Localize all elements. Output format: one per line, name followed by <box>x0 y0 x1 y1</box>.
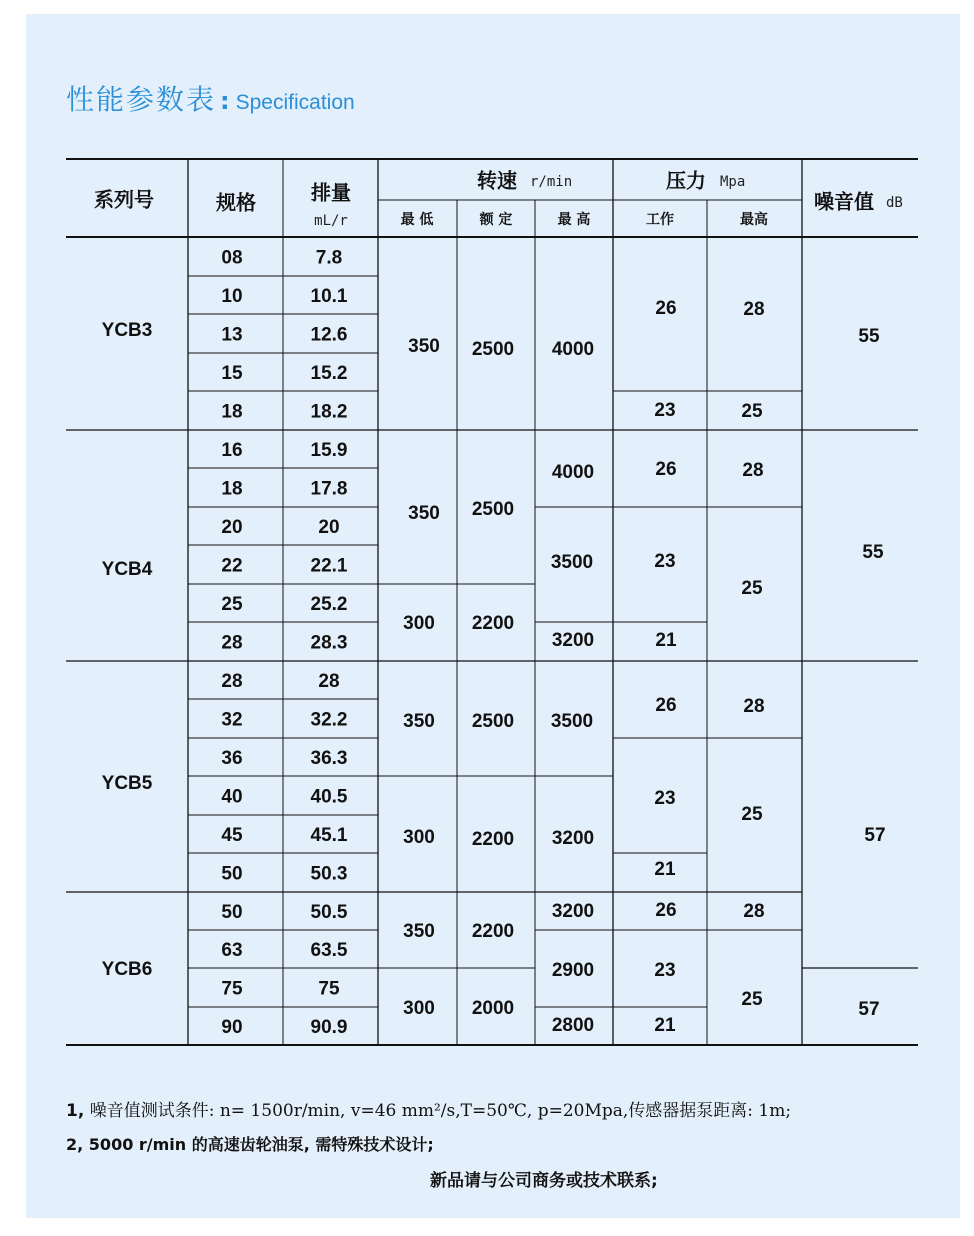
spec-cell: 63 <box>221 940 243 962</box>
ycb3-pressure-max-b: 25 <box>741 401 763 423</box>
spec-cell: 75 <box>221 978 243 1000</box>
note-2-text: 5000 r/min 的高速齿轮油泵, 需特殊技术设计; <box>88 1135 434 1154</box>
spec-cell: 25 <box>221 594 243 616</box>
spec-cell: 50 <box>221 863 243 885</box>
spec-cell: 22 <box>221 555 243 577</box>
series-ycb4: YCB4 <box>101 559 153 581</box>
ycb4-pressure-work-a: 26 <box>655 459 677 481</box>
displacement-cell: 10.1 <box>310 286 348 308</box>
displacement-cell: 15.9 <box>310 440 348 462</box>
ycb6-noise: 57 <box>858 999 880 1021</box>
ycb3-pressure-max-a: 28 <box>743 299 765 321</box>
series-ycb3: YCB3 <box>101 320 153 342</box>
note-2-num: 2, <box>66 1135 84 1154</box>
ycb5-speed-rated-a: 2500 <box>471 711 515 733</box>
ycb4-pressure-work-b: 23 <box>654 551 676 573</box>
hdr-speed-rated: 额 定 <box>479 212 513 228</box>
ycb6-pressure-max-a: 28 <box>743 901 765 923</box>
hdr-pressure-unit: Mpa <box>720 174 746 190</box>
hdr-displacement-unit: mL/r <box>314 213 348 229</box>
ycb3-noise: 55 <box>858 326 880 348</box>
spec-cell: 28 <box>221 632 243 654</box>
displacement-cell: 25.2 <box>310 594 348 616</box>
hdr-pressure: 压力 <box>666 168 706 193</box>
ycb5-speed-rated-b: 2200 <box>471 829 515 851</box>
ycb6-speed-max-a: 3200 <box>551 901 595 923</box>
note-1-text: 噪音值测试条件: n= 1500r/min, v=46 mm²/s,T=50℃, p=20Mpa,传感器据泵距离: 1m; <box>89 1101 792 1121</box>
ycb5-speed-max-a: 3500 <box>550 711 594 733</box>
title-cn: 性能参数表 <box>66 83 217 116</box>
ycb4-noise: 55 <box>862 542 884 564</box>
ycb5-speed-min-b: 300 <box>403 827 435 849</box>
ycb5-pressure-max-a: 28 <box>743 696 765 718</box>
spec-cell: 10 <box>221 286 243 308</box>
displacement-cell: 18.2 <box>310 401 348 423</box>
displacement-cell: 45.1 <box>310 825 348 847</box>
ycb4-pressure-max-b: 25 <box>741 578 763 600</box>
ycb5-speed-max-b: 3200 <box>551 828 595 850</box>
spec-cell: 18 <box>221 478 243 500</box>
spec-cell: 32 <box>221 709 243 731</box>
displacement-cell: 63.5 <box>310 940 348 962</box>
displacement-cell: 50.5 <box>310 902 348 924</box>
displacement-cell: 90.9 <box>310 1017 348 1039</box>
hdr-speed: 转速 <box>477 168 517 193</box>
spec-cell: 28 <box>221 671 243 693</box>
table-grid <box>66 159 918 1045</box>
ycb4-speed-min-b: 300 <box>403 613 435 635</box>
spec-cell: 18 <box>221 401 243 423</box>
hdr-pressure-work: 工作 <box>646 212 674 228</box>
ycb5-speed-min-a: 350 <box>403 711 435 733</box>
ycb4-speed-rated-a: 2500 <box>471 499 515 521</box>
ycb6-speed-max-b: 2900 <box>551 960 595 982</box>
note-1-num: 1, <box>66 1101 85 1121</box>
displacement-cell: 50.3 <box>310 863 348 885</box>
ycb4-speed-max-a: 4000 <box>551 462 595 484</box>
note-1 <box>66 1094 946 1128</box>
displacement-cell: 7.8 <box>315 247 343 269</box>
contact-note: 新品请与公司商务或技术联系; <box>430 1171 658 1191</box>
spec-cell: 13 <box>221 324 243 346</box>
spec-cell: 15 <box>221 363 243 385</box>
ycb3-pressure-work-a: 26 <box>655 298 677 320</box>
displacement-cell: 28.3 <box>310 632 348 654</box>
ycb3-speed-min: 350 <box>408 336 440 358</box>
ycb5-pressure-work-a: 26 <box>655 695 677 717</box>
ycb5-noise: 57 <box>864 825 886 847</box>
ycb6-speed-max-c: 2800 <box>551 1015 595 1037</box>
displacement-cell: 32.2 <box>310 709 348 731</box>
hdr-series: 系列号 <box>94 187 154 212</box>
ycb6-speed-min-b: 300 <box>403 998 435 1020</box>
ycb3-pressure-work-b: 23 <box>654 400 676 422</box>
spec-rows <box>221 248 347 1039</box>
hdr-speed-max: 最 高 <box>557 212 591 228</box>
displacement-cell: 12.6 <box>310 324 348 346</box>
title-en: Specification <box>235 91 355 114</box>
hdr-noise: 噪音值 <box>814 189 874 214</box>
series-ycb6: YCB6 <box>101 959 153 981</box>
ycb4-speed-max-c: 3200 <box>551 630 595 652</box>
series-ycb5: YCB5 <box>101 773 153 795</box>
ycb5-pressure-work-c: 21 <box>654 859 676 881</box>
ycb4-speed-min-a: 350 <box>408 503 440 525</box>
ycb6-speed-min-a: 350 <box>403 921 435 943</box>
notes <box>66 1094 946 1162</box>
spec-cell: 36 <box>221 748 243 770</box>
ycb6-pressure-work-c: 21 <box>654 1015 676 1037</box>
ycb5-pressure-max-b: 25 <box>741 804 763 826</box>
ycb6-pressure-work-a: 26 <box>655 900 677 922</box>
ycb3-speed-max: 4000 <box>551 339 595 361</box>
spec-cell: 90 <box>221 1017 243 1039</box>
spec-cell: 08 <box>221 247 243 269</box>
spec-cell: 16 <box>221 440 243 462</box>
displacement-cell: 22.1 <box>310 555 348 577</box>
hdr-speed-unit: r/min <box>530 174 573 190</box>
ycb6-pressure-work-b: 23 <box>654 960 676 982</box>
spec-cell: 20 <box>221 517 243 539</box>
hdr-spec: 规格 <box>216 190 256 215</box>
spec-cell: 50 <box>221 902 243 924</box>
ycb4-speed-rated-b: 2200 <box>471 613 515 635</box>
displacement-cell: 15.2 <box>310 363 348 385</box>
ycb6-speed-rated-b: 2000 <box>471 998 515 1020</box>
ycb6-pressure-max-b: 25 <box>741 989 763 1011</box>
ycb4-speed-max-b: 3500 <box>550 552 594 574</box>
spec-cell: 40 <box>221 786 243 808</box>
title-colon: : <box>220 87 230 115</box>
hdr-speed-min: 最 低 <box>400 212 434 228</box>
hdr-pressure-max: 最高 <box>740 212 768 228</box>
displacement-cell: 40.5 <box>310 786 348 808</box>
ycb4-pressure-max-a: 28 <box>742 460 764 482</box>
note-2 <box>66 1128 946 1162</box>
ycb5-pressure-work-b: 23 <box>654 788 676 810</box>
displacement-cell: 75 <box>318 978 340 1000</box>
hdr-displacement: 排量 <box>311 180 351 205</box>
ycb3-speed-rated: 2500 <box>471 339 515 361</box>
displacement-cell: 20 <box>318 517 340 539</box>
hdr-noise-unit: dB <box>886 195 903 211</box>
displacement-cell: 17.8 <box>310 478 348 500</box>
ycb4-pressure-work-c: 21 <box>655 630 677 652</box>
ycb6-speed-rated-a: 2200 <box>471 921 515 943</box>
spec-cell: 45 <box>221 825 243 847</box>
displacement-cell: 28 <box>318 671 340 693</box>
displacement-cell: 36.3 <box>310 748 348 770</box>
